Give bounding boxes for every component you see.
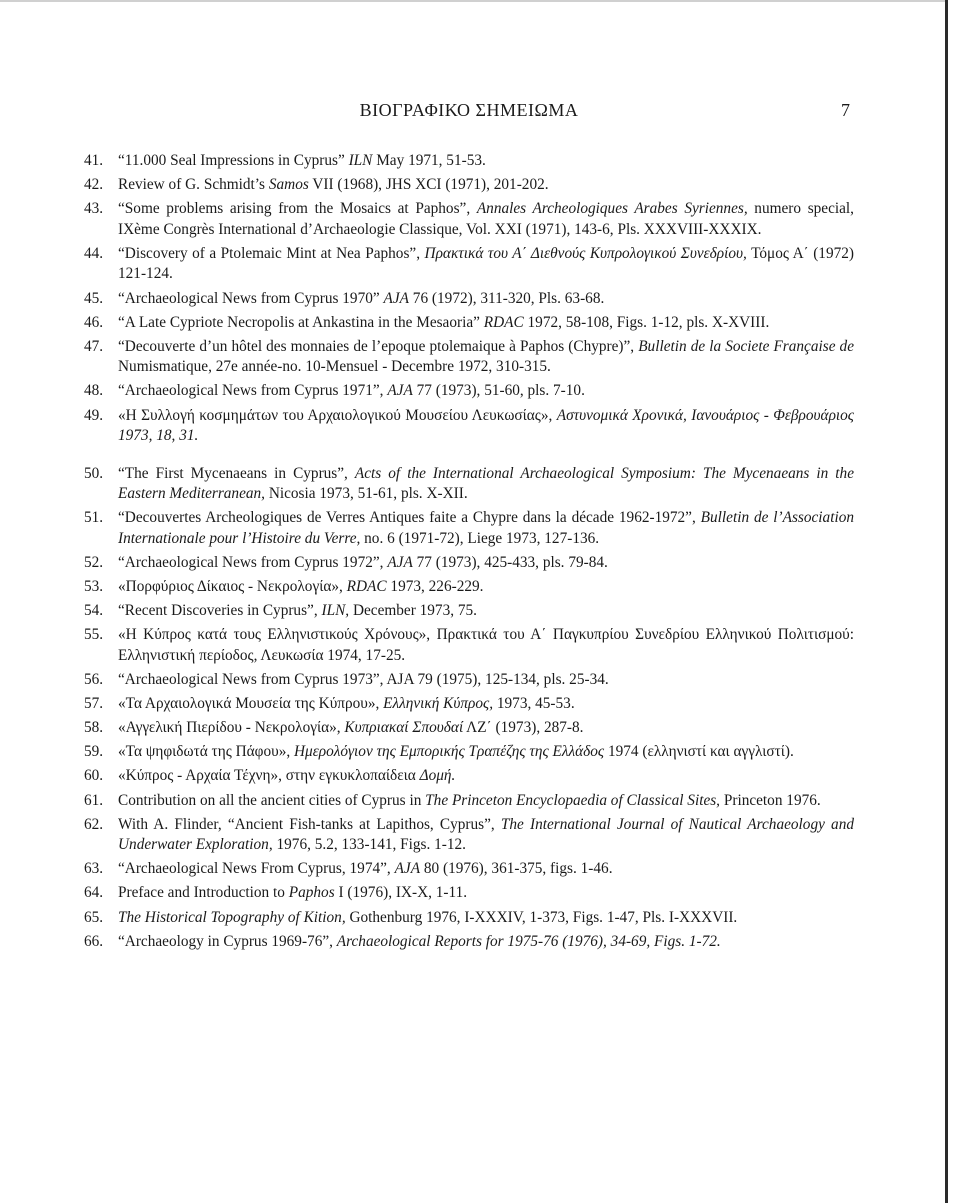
entry-text — [118, 883, 854, 904]
entry-text-segment: no. 6 (1971-72), Liege 1973, 127-136. — [360, 530, 600, 547]
entry-number: 56. — [84, 671, 104, 689]
entry-text-segment: With A. Flinder, “Ancient Fish-tanks at Lapithos, Cyprus”, — [118, 815, 501, 833]
entry-text — [118, 337, 854, 378]
entry-text — [118, 908, 854, 929]
entry-text — [118, 553, 854, 574]
entry-italic-segment: Ελληνική Κύπρος, — [383, 695, 494, 713]
entry-text — [118, 718, 854, 739]
entry-italic-segment: RDAC — [346, 578, 387, 596]
entry-text-segment: “The First Mycenaeans in Cyprus”, — [118, 464, 355, 482]
entry-italic-segment: Αστυνομικά Χρονικά, Ιανουάριος - Φεβρουάριος 1973, 18, 31. — [118, 406, 855, 445]
bibliography-entry — [84, 932, 854, 953]
entry-italic-segment: RDAC — [483, 313, 524, 331]
entry-text-segment: “Archaeological News from Cyprus 1971”, — [118, 382, 388, 400]
entry-number: 48. — [84, 382, 104, 400]
bibliography-entry — [84, 601, 854, 622]
entry-text-segment: 80 (1976), 361-375, figs. 1-46. — [420, 860, 613, 878]
entry-italic-segment: The Princeton Encyclopaedia of Classical Sites, — [425, 791, 721, 809]
entry-text — [118, 577, 854, 598]
entry-text-segment: 1974 (ελληνιστί και αγγλιστί). — [604, 743, 794, 761]
bibliography-entry — [84, 244, 854, 285]
entry-italic-segment: Πρακτικά του Α΄ Διεθνούς Κυπρολογικού Συνεδρίου, — [424, 244, 747, 262]
bibliography-entry — [84, 406, 854, 447]
entry-text-segment: “Archaeological News from Cyprus 1970” — [118, 289, 384, 307]
entry-text-segment: December 1973, 75. — [349, 602, 477, 620]
entry-number: 54. — [84, 602, 104, 620]
entry-number: 60. — [84, 767, 104, 785]
entry-text — [118, 815, 854, 856]
bibliography-entry — [84, 859, 854, 880]
bibliography-list — [84, 151, 854, 956]
entry-text — [118, 625, 854, 666]
entry-text — [118, 766, 854, 787]
entry-number: 63. — [84, 860, 104, 878]
bibliography-entry — [84, 883, 854, 904]
entry-number: 49. — [84, 406, 104, 424]
entry-text-segment: Numismatique, 27e année-no. 10-Mensuel - Decembre 1972, 310-315. — [118, 358, 551, 376]
entry-italic-segment: Bulletin de la Societe Française de — [638, 337, 854, 355]
entry-italic-segment: Κυπριακαί Σπουδαί — [344, 719, 464, 737]
bibliography-entry — [84, 908, 854, 929]
entry-text-segment: I (1976), IX-X, 1-11. — [334, 884, 468, 902]
entry-number: 61. — [84, 791, 104, 809]
entry-text-segment: Preface and Introduction to — [118, 884, 289, 902]
entry-text — [118, 199, 854, 240]
bibliography-entry — [84, 381, 854, 402]
entry-text-segment: «Η Κύπρος κατά τους Ελληνιστικούς Χρόνους», Πρακτικά του Α΄ Παγκυπρίου Συνεδρίου Ελληνικού Πολιτισμού: Ελληνιστική περίοδος, Λευκωσία 1974, 17-25. — [118, 626, 854, 664]
entry-text-segment: 1972, 58-108, Figs. 1-12, pls. X-XVIII. — [523, 313, 770, 331]
bibliography-entry — [84, 508, 854, 549]
entry-text-segment: «Η Συλλογή κοσμημάτων του Αρχαιολογικού Μουσείου Λευκωσίας», — [118, 406, 557, 424]
entry-text-segment: 1976, 5.2, 133-141, Figs. 1-12. — [272, 836, 467, 854]
entry-number: 46. — [84, 313, 104, 331]
entry-text-segment: May 1971, 51-53. — [372, 152, 486, 169]
entry-text — [118, 313, 854, 334]
entry-text-segment: “Archaeological News from Cyprus 1973”, AJA 79 (1975), 125-134, pls. 25-34. — [118, 671, 609, 689]
entry-italic-segment: Paphos — [288, 884, 335, 902]
entry-text — [118, 694, 854, 715]
bibliography-entry — [84, 694, 854, 715]
entry-text-segment: Nicosia 1973, 51-61, pls. X-XII. — [265, 485, 468, 503]
bibliography-entry — [84, 766, 854, 787]
entry-text-segment: Τόμος Α΄ (1972) 121-124. — [118, 244, 854, 283]
entry-text-segment: 77 (1973), 51-60, pls. 7-10. — [412, 382, 585, 400]
entry-text-segment: “Decouvertes Archeologiques de Verres Antiques faite a Chypre dans la décade 1962-1972”, — [118, 509, 701, 527]
entry-italic-segment: ILN, — [321, 602, 350, 620]
scan-top-edge — [0, 0, 948, 2]
entry-italic-segment: AJA — [387, 554, 413, 572]
bibliography-entry — [84, 199, 854, 240]
entry-text — [118, 508, 854, 549]
entry-text — [118, 791, 854, 812]
entry-text — [118, 601, 854, 622]
entry-text-segment: “Archaeological News From Cyprus, 1974”, — [118, 860, 395, 878]
entry-text-segment: ΛΖ΄ (1973), 287-8. — [463, 719, 584, 737]
entry-text-segment: “Decouverte d’un hôtel des monnaies de l’epoque ptolemaique à Paphos (Chypre)”, — [118, 337, 639, 355]
entry-text — [118, 670, 854, 691]
entry-text-segment: «Κύπρος - Αρχαία Τέχνη», στην εγκυκλοπαίδεια — [118, 767, 420, 785]
entry-number: 58. — [84, 719, 104, 737]
entry-text — [118, 932, 854, 953]
entry-text-segment: “Some problems arising from the Mosaics at Paphos”, — [118, 200, 477, 218]
bibliography-entry — [84, 151, 854, 172]
entry-number: 44. — [84, 244, 104, 262]
entry-italic-segment: Archaeological Reports for 1975-76 (1976), 34-69, Figs. 1-72. — [336, 932, 721, 950]
entry-text-segment: 1973, 45-53. — [493, 695, 575, 713]
entry-text — [118, 289, 854, 310]
entry-text — [118, 175, 854, 196]
page-header — [88, 100, 850, 130]
entry-number: 59. — [84, 743, 104, 761]
entry-number: 65. — [84, 908, 104, 926]
entry-text-segment: “Archaeological News from Cyprus 1972”, — [118, 554, 388, 572]
entry-text-segment: “Discovery of a Ptolemaic Mint at Nea Paphos”, — [118, 244, 425, 262]
entry-italic-segment: Bulletin de l’Association Internationale pour l’Histoire du Verre, — [118, 509, 854, 547]
entry-text-segment: Review of G. Schmidt’s — [118, 176, 269, 194]
entry-text-segment: 76 (1972), 311-320, Pls. 63-68. — [408, 289, 605, 307]
entry-number: 57. — [84, 695, 104, 713]
entry-italic-segment: AJA — [383, 289, 409, 307]
entry-italic-segment: AJA — [387, 382, 413, 400]
entry-text-segment: «Αγγελική Πιερίδου - Νεκρολογία», — [118, 719, 345, 737]
entry-text — [118, 406, 854, 447]
entry-number: 55. — [84, 626, 104, 644]
entry-text-segment: «Τα Αρχαιολογικά Μουσεία της Κύπρου», — [118, 695, 384, 713]
entry-number: 43. — [84, 200, 104, 218]
entry-text-segment: «Πορφύριος Δίκαιος - Νεκρολογία», — [118, 578, 347, 596]
entry-italic-segment: The International Journal of Nautical Archaeology and Underwater Exploration, — [118, 815, 854, 854]
entry-number: 62. — [84, 815, 104, 833]
entry-italic-segment: The Historical Topography of Kition, — [118, 908, 346, 926]
entry-number: 41. — [84, 152, 104, 169]
bibliography-entry — [84, 718, 854, 739]
entry-text — [118, 244, 854, 285]
entry-text — [118, 464, 854, 505]
bibliography-entry — [84, 791, 854, 812]
entry-text-segment: «Τα ψηφιδωτά της Πάφου», — [118, 743, 294, 761]
bibliography-entry — [84, 175, 854, 196]
entry-text-segment: “Archaeology in Cyprus 1969-76”, — [118, 932, 337, 950]
entry-text-segment: VII (1968), JHS XCI (1971), 201-202. — [308, 176, 549, 194]
bibliography-entry — [84, 337, 854, 378]
entry-text-segment: “11.000 Seal Impressions in Cyprus” — [118, 152, 349, 169]
entry-italic-segment: Acts of the International Archaeological Symposium: The Mycenaeans in the Eastern Mediterranean, — [118, 464, 854, 503]
entry-number: 45. — [84, 289, 104, 307]
bibliography-entry — [84, 553, 854, 574]
bibliography-entry — [84, 742, 854, 763]
entry-text — [118, 381, 854, 402]
entry-text-segment: “Recent Discoveries in Cyprus”, — [118, 602, 322, 620]
entry-number: 50. — [84, 464, 104, 482]
entry-number: 42. — [84, 176, 104, 194]
running-head-title: ΒΙΟΓΡΑΦΙΚΟ ΣΗΜΕΙΩΜΑ — [359, 100, 579, 120]
entry-number: 53. — [84, 578, 104, 596]
entry-number: 64. — [84, 884, 104, 902]
bibliography-entry — [84, 670, 854, 691]
entry-number: 47. — [84, 337, 104, 355]
entry-text-segment: “A Late Cypriote Necropolis at Ankastina in the Mesaoria” — [118, 313, 484, 331]
entry-number: 52. — [84, 554, 104, 572]
entry-italic-segment: Annales Archeologiques Arabes Syriennes, — [476, 200, 748, 218]
entry-text-segment: 1973, 226-229. — [386, 578, 484, 596]
scan-right-edge — [945, 0, 948, 1203]
entry-text-segment: numero special, IXème Congrès International d’Archaeologie Classique, Vol. XXI (1971), 143-6, Pls. XXXVIII-XXXIX. — [118, 200, 855, 238]
entry-text-segment: Gothenburg 1976, I-XXXIV, 1-373, Figs. 1-47, Pls. I-XXXVII. — [345, 908, 738, 926]
entry-text-segment: Contribution on all the ancient cities of Cyprus in — [118, 791, 426, 809]
entry-text-segment: Princeton 1976. — [720, 791, 821, 809]
bibliography-entry — [84, 313, 854, 334]
bibliography-entry — [84, 577, 854, 598]
bibliography-entry — [84, 815, 854, 856]
page-number: 7 — [841, 100, 850, 120]
entry-text-segment: 77 (1973), 425-433, pls. 79-84. — [412, 554, 608, 572]
bibliography-entry — [84, 625, 854, 666]
entry-italic-segment: ILN — [348, 152, 373, 169]
entry-number: 51. — [84, 509, 104, 527]
entry-text — [118, 859, 854, 880]
bibliography-entry — [84, 464, 854, 505]
entry-italic-segment: Δομή. — [419, 767, 456, 785]
bibliography-entry — [84, 289, 854, 310]
entry-text — [118, 742, 854, 763]
entry-italic-segment: AJA — [394, 860, 421, 878]
entry-italic-segment: Ημερολόγιον της Εμπορικής Τραπέζης της Ελλάδος — [294, 743, 605, 761]
entry-italic-segment: Samos — [268, 176, 309, 194]
entry-text — [118, 151, 854, 172]
entry-number: 66. — [84, 932, 104, 950]
